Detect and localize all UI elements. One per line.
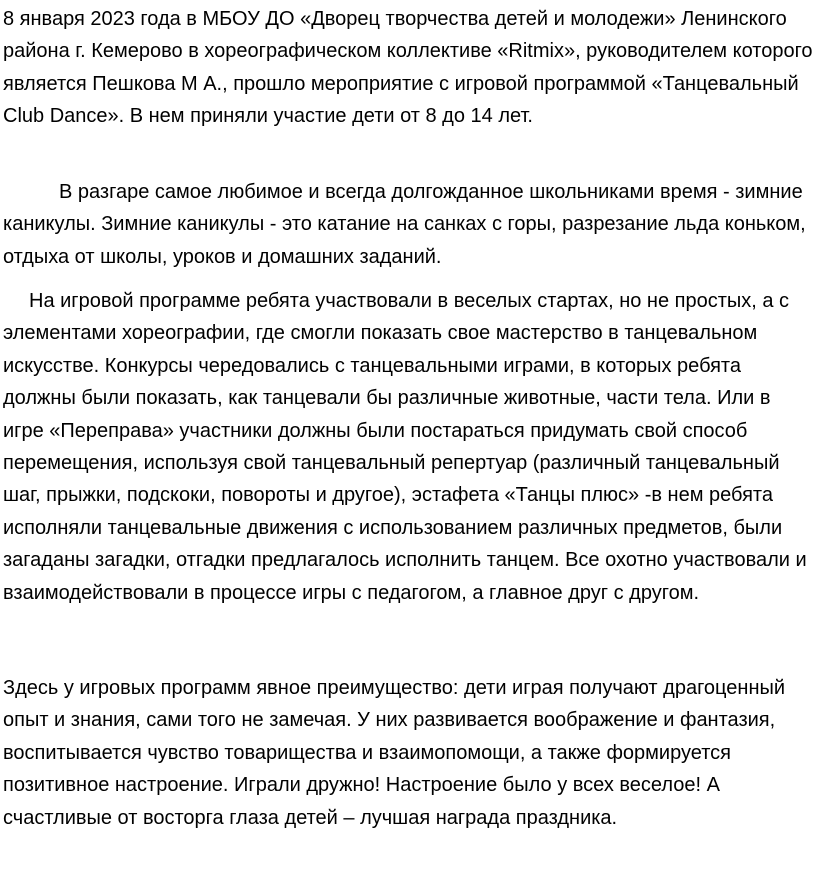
paragraph-event-intro: 8 января 2023 года в МБОУ ДО «Дворец творчества детей и молодежи» Ленинского района г. Кемерово в хореографическом коллективе «Ritmix», руководителем которого является Пешкова М А., прошло мероприятие с игровой программой «Танцевальный Club Dance». В нем приняли участие дети от 8 до 14 лет. xyxy=(3,8,813,128)
paragraph-winter-holidays: В разгаре самое любимое и всегда долгожданное школьниками время - зимние каникулы. Зимние каникулы - это катание на санках с горы, разрезание льда коньком, отдыха от школы, уроков и домашних заданий. xyxy=(3,181,806,268)
paragraph-conclusion: Здесь у игровых программ явное преимущество: дети играя получают драгоценный опыт и знания, сами того не замечая. У них развивается воображение и фантазия, воспитывается чувство товарищества и взаимопомощи, а также формируется позитивное настроение. Играли дружно! Настроение было у всех веселое! А счастливые от восторга глаза детей – лучшая награда праздника. xyxy=(3,677,786,829)
paragraph-game-program: На игровой программе ребята участвовали в веселых стартах, но не простых, а с элементами хореографии, где смогли показать свое мастерство в танцевальном искусстве. Конкурсы чередовались с танцевальными играми, в которых ребята должны были показать, как танцевали бы различные животные, части тела. Или в игре «Переправа» участники должны были постараться придумать свой способ перемещения, используя свой танцевальный репертуар (различный танцевальный шаг, прыжки, подскоки, повороты и другое), эстафета «Танцы плюс» -в нем ребята исполняли танцевальные движения с использованием различных предметов, были загаданы загадки, отгадки предлагалось исполнить танцем. Все охотно участвовали и взаимодействовали в процессе игры с педагогом, а главное друг с другом. xyxy=(3,290,807,604)
